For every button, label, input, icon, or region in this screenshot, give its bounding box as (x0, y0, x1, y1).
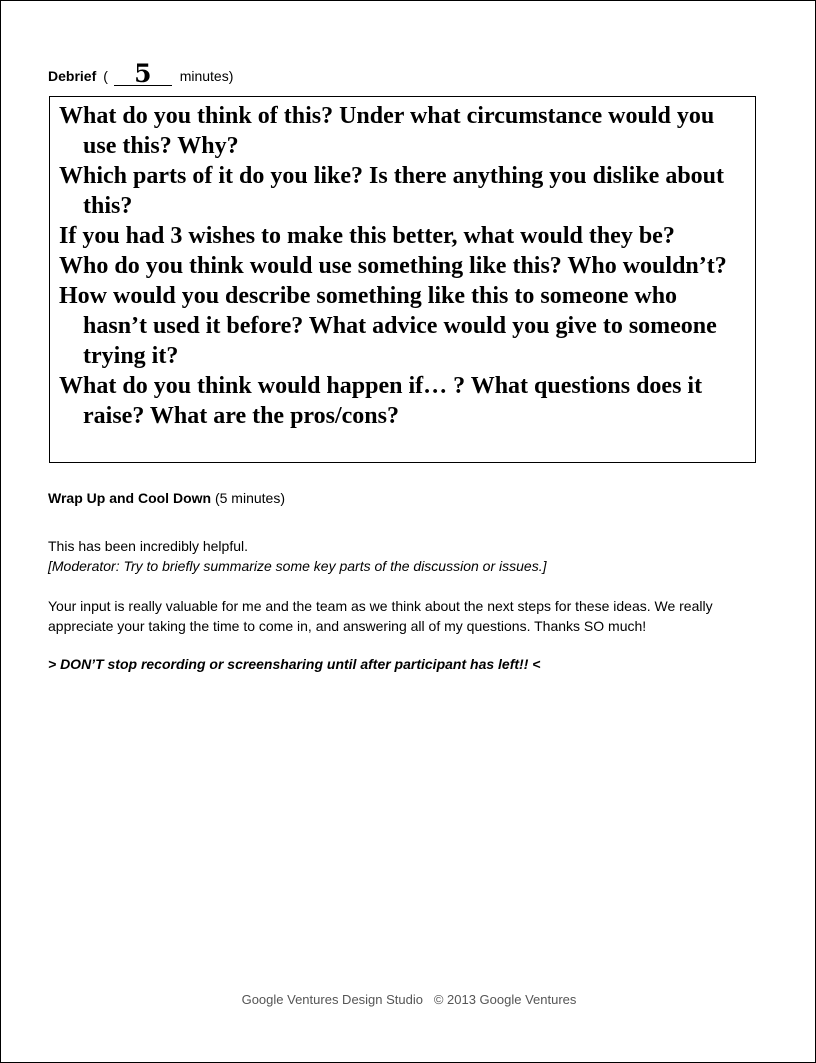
debrief-open-paren: ( (103, 68, 108, 84)
page-footer (1, 992, 816, 1007)
helpful-block (48, 536, 778, 576)
duration-unit: minutes) (179, 68, 234, 84)
wrap-up-title: Wrap Up and Cool Down (48, 490, 212, 506)
question-item: Which parts of it do you like? Is there anything you dislike about this? (59, 163, 725, 219)
duration-handwritten-value: 5 (134, 59, 152, 88)
question-item: What do you think would happen if… ? What questions does it raise? What are the pros/cons? (59, 373, 703, 429)
wrap-up-heading (48, 490, 778, 506)
input-paragraph: Your input is really valuable for me and the team as we think about the next steps for these ideas. We really appreciate your taking the time to come in, and answering all of my questions. Thanks SO much! (48, 598, 713, 634)
debrief-title: Debrief (48, 68, 97, 84)
debrief-questions-box (49, 96, 756, 463)
wrap-up-duration: (5 minutes) (214, 490, 285, 506)
debrief-heading (48, 59, 234, 88)
footer-text: Google Ventures Design Studio © 2013 Google Ventures (241, 992, 577, 1007)
moderator-note: [Moderator: Try to briefly summarize some key parts of the discussion or issues.] (48, 558, 547, 574)
duration-blank (114, 59, 172, 88)
helpful-text: This has been incredibly helpful. (48, 538, 249, 554)
question-item: What do you think of this? Under what circumstance would you use this? Why? (59, 103, 715, 159)
question-item: Who do you think would use something like this? Who wouldn’t? (59, 253, 727, 279)
recording-warning: > DON’T stop recording or screensharing until after participant has left!! < (48, 656, 541, 672)
question-item: How would you describe something like this to someone who hasn’t used it before? What advice would you give to someone trying it? (59, 283, 717, 369)
question-item: If you had 3 wishes to make this better, what would they be? (59, 223, 675, 249)
